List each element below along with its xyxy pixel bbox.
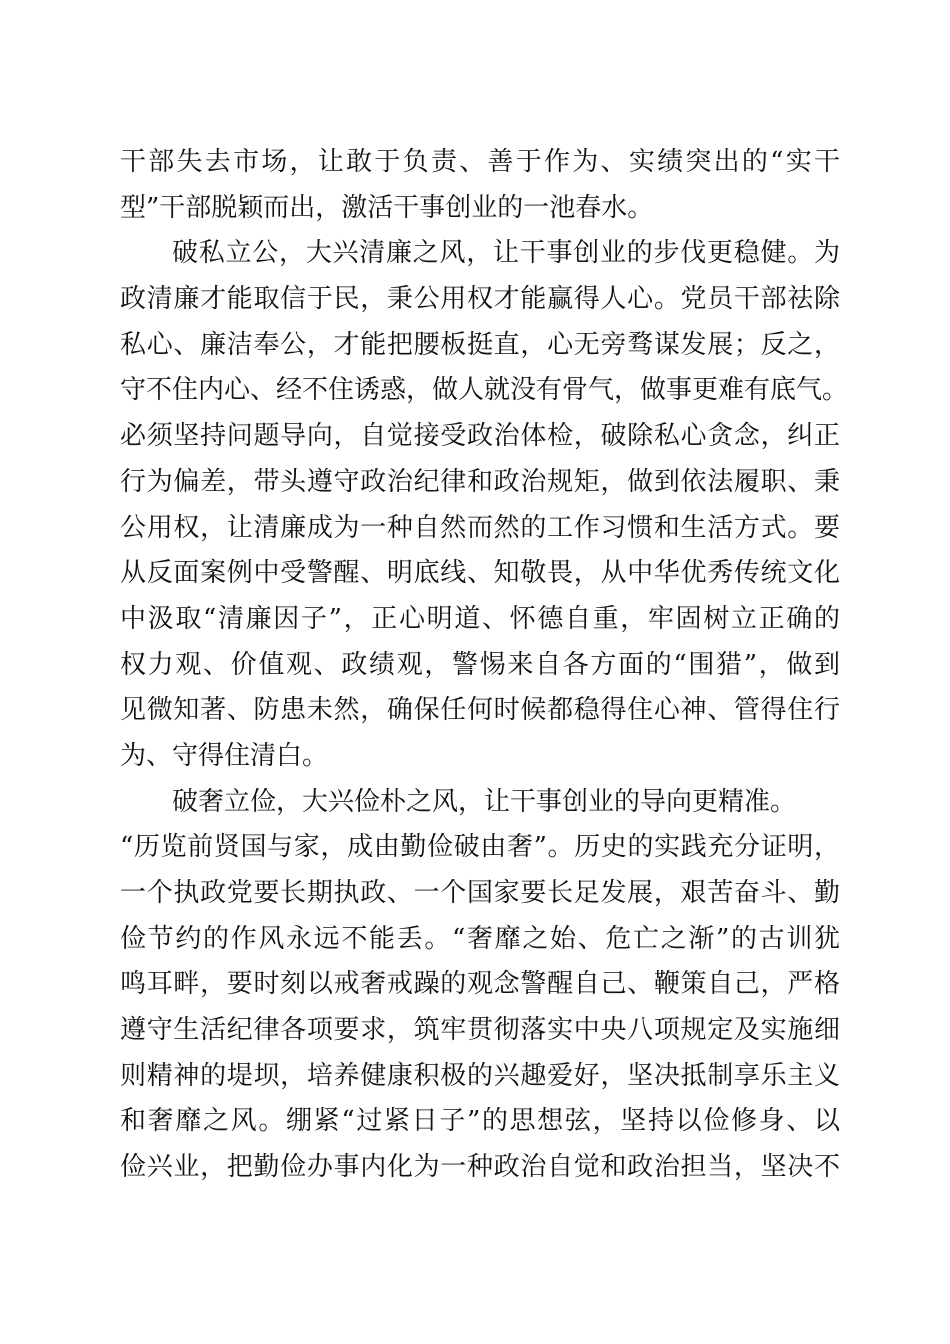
text-line: “历览前贤国与家，成由勤俭破由奢”。历史的实践充分证明， [120,832,840,863]
text-line: 必须坚持问题导向，自觉接受政治体检，破除私心贪念，纠正 [120,421,840,452]
text-line: 政清廉才能取信于民，秉公用权才能赢得人心。党员干部祛除 [120,284,840,315]
text-line: 守不住内心、经不住诱惑，做人就没有骨气，做事更难有底气。 [120,375,849,406]
text-line: 破私立公，大兴清廉之风，让干事创业的步伐更稳健。为 [172,238,840,269]
text-line: 型”干部脱颖而出，激活干事创业的一池春水。 [120,192,654,223]
text-line: 鸣耳畔，要时刻以戒奢戒躁的观念警醒自己、鞭策自己，严格 [120,969,840,1000]
paragraph-3 [120,780,840,1191]
text-line: 为、守得住清白。 [120,740,329,771]
paragraph-1 [120,140,840,231]
text-line: 权力观、价值观、政绩观，警惕来自各方面的“围猎”，做到 [120,649,840,680]
text-line: 则精神的堤坝，培养健康积极的兴趣爱好，坚决抵制享乐主义 [120,1060,840,1091]
text-line: 和奢靡之风。绷紧“过紧日子”的思想弦，坚持以俭修身、以 [120,1106,840,1137]
paragraph-2 [120,231,849,779]
document-body [120,140,849,1191]
text-line: 俭节约的作风永远不能丢。“奢靡之始、危亡之渐”的古训犹 [120,923,840,954]
text-line: 见微知著、防患未然，确保任何时候都稳得住心神、管得住行 [120,695,840,726]
text-line: 破奢立俭，大兴俭朴之风，让干事创业的导向更精准。 [172,786,797,817]
text-line: 俭兴业，把勤俭办事内化为一种政治自觉和政治担当，坚决不 [120,1152,840,1183]
text-line: 中汲取“清廉因子”，正心明道、怀德自重，牢固树立正确的 [120,603,840,634]
text-line: 从反面案例中受警醒、明底线、知敬畏，从中华优秀传统文化 [120,558,840,589]
text-line: 干部失去市场，让敢于负责、善于作为、实绩突出的“实干 [120,147,840,177]
text-line: 私心、廉洁奉公，才能把腰板挺直，心无旁骛谋发展；反之， [120,329,840,360]
text-line: 一个执政党要长期执政、一个国家要长足发展，艰苦奋斗、勤 [120,878,840,908]
text-line: 行为偏差，带头遵守政治纪律和政治规矩，做到依法履职、秉 [120,466,840,497]
text-line: 公用权，让清廉成为一种自然而然的工作习惯和生活方式。要 [120,512,840,543]
text-line: 遵守生活纪律各项要求，筑牢贯彻落实中央八项规定及实施细 [120,1015,840,1046]
